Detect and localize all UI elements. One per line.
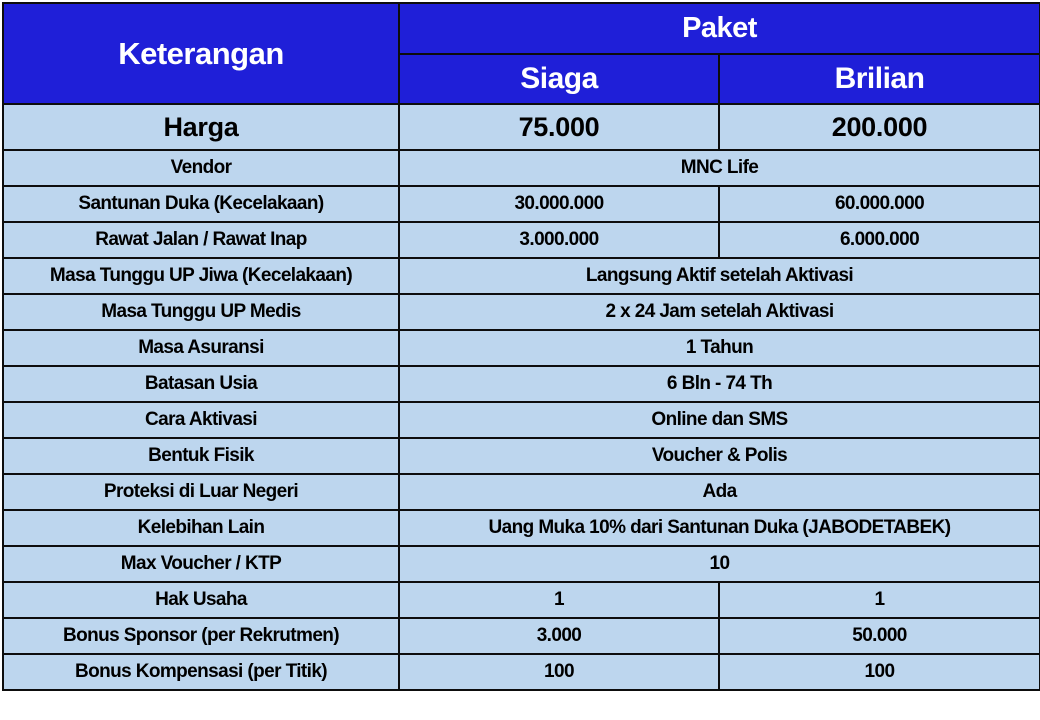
table-header: [3, 3, 1040, 104]
table-row: [3, 546, 1040, 582]
table-row: [3, 438, 1040, 474]
price-siaga: 75.000: [399, 104, 719, 150]
row-label: Kelebihan Lain: [3, 510, 399, 546]
header-keterangan: Keterangan: [3, 3, 399, 104]
siaga-value: 1: [399, 582, 719, 618]
siaga-value: 100: [399, 654, 719, 690]
row-label: Hak Usaha: [3, 582, 399, 618]
table-row: [3, 150, 1040, 186]
shared-value: Voucher & Polis: [399, 438, 1040, 474]
brilian-value: 60.000.000: [719, 186, 1040, 222]
brilian-value: 50.000: [719, 618, 1040, 654]
row-label: Vendor: [3, 150, 399, 186]
header-paket: Paket: [399, 3, 1040, 54]
table-row: [3, 366, 1040, 402]
brilian-value: 100: [719, 654, 1040, 690]
row-label: Santunan Duka (Kecelakaan): [3, 186, 399, 222]
row-label: Batasan Usia: [3, 366, 399, 402]
row-label: Max Voucher / KTP: [3, 546, 399, 582]
row-label: Masa Tunggu UP Jiwa (Kecelakaan): [3, 258, 399, 294]
table-row: [3, 510, 1040, 546]
table-row: [3, 294, 1040, 330]
row-label: Masa Asuransi: [3, 330, 399, 366]
table-row: [3, 654, 1040, 690]
header-plan-siaga: Siaga: [399, 54, 719, 104]
table-row: [3, 582, 1040, 618]
table-row: [3, 258, 1040, 294]
siaga-value: 3.000: [399, 618, 719, 654]
table-row-harga: [3, 104, 1040, 150]
table-body: [3, 104, 1040, 690]
table-row: [3, 474, 1040, 510]
row-label: Harga: [3, 104, 399, 150]
shared-value: Langsung Aktif setelah Aktivasi: [399, 258, 1040, 294]
brilian-value: 1: [719, 582, 1040, 618]
siaga-value: 3.000.000: [399, 222, 719, 258]
row-label: Bonus Sponsor (per Rekrutmen): [3, 618, 399, 654]
shared-value: 2 x 24 Jam setelah Aktivasi: [399, 294, 1040, 330]
brilian-value: 6.000.000: [719, 222, 1040, 258]
table-row: [3, 222, 1040, 258]
shared-value: Uang Muka 10% dari Santunan Duka (JABODETABEK): [399, 510, 1040, 546]
row-label: Proteksi di Luar Negeri: [3, 474, 399, 510]
shared-value: Online dan SMS: [399, 402, 1040, 438]
row-label: Bonus Kompensasi (per Titik): [3, 654, 399, 690]
table-row: [3, 402, 1040, 438]
price-brilian: 200.000: [719, 104, 1040, 150]
row-label: Rawat Jalan / Rawat Inap: [3, 222, 399, 258]
header-row-top: [3, 3, 1040, 54]
row-label: Bentuk Fisik: [3, 438, 399, 474]
row-label: Cara Aktivasi: [3, 402, 399, 438]
table-row: [3, 186, 1040, 222]
table-row: [3, 618, 1040, 654]
table-row: [3, 330, 1040, 366]
header-plan-brilian: Brilian: [719, 54, 1040, 104]
shared-value: Ada: [399, 474, 1040, 510]
shared-value: MNC Life: [399, 150, 1040, 186]
shared-value: 10: [399, 546, 1040, 582]
comparison-table: [2, 2, 1040, 691]
row-label: Masa Tunggu UP Medis: [3, 294, 399, 330]
siaga-value: 30.000.000: [399, 186, 719, 222]
shared-value: 6 Bln - 74 Th: [399, 366, 1040, 402]
shared-value: 1 Tahun: [399, 330, 1040, 366]
